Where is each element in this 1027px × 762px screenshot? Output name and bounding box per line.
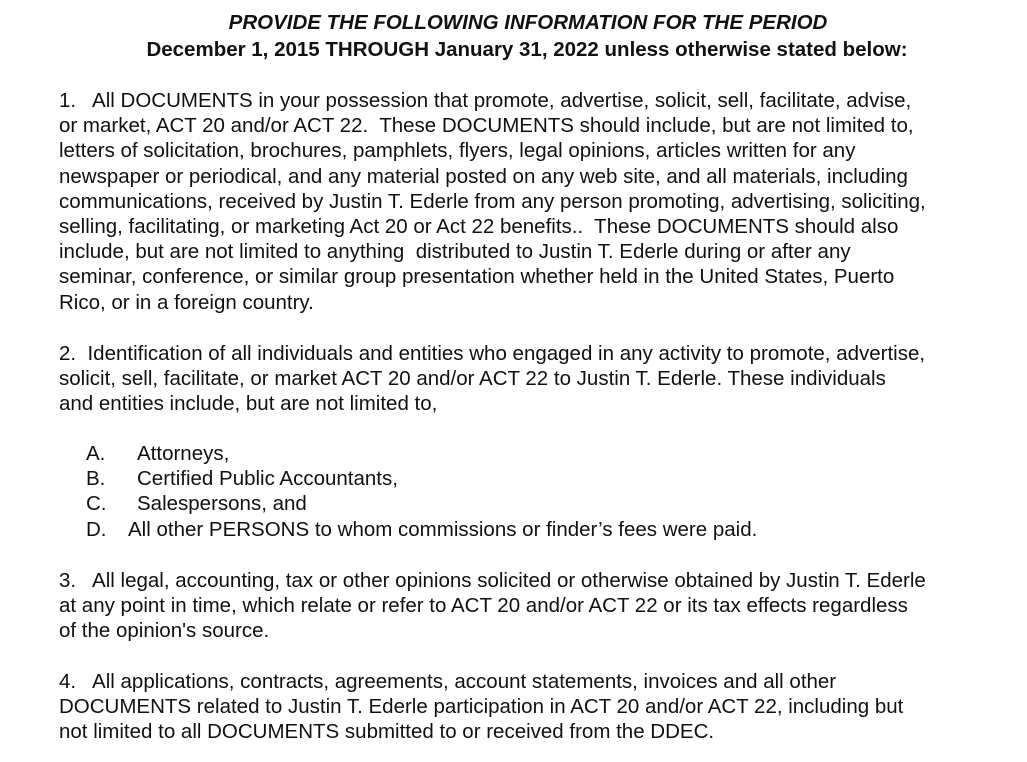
item-2-line: 2. Identification of all individuals and entities who engaged in any activity to promote, advertise, [59,342,926,365]
sublist-text: Certified Public Accountants, [137,467,398,491]
item-3-line: of the opinion's source. [59,619,270,643]
request-item-4 [59,669,999,745]
item-2-sublist [86,441,757,542]
sublist-text: Salespersons, and [137,492,307,516]
sublist-text: Attorneys, [137,442,230,465]
item-3-line: 3. All legal, accounting, tax or other opinions solicited or otherwise obtained by Justin T. Ederle [59,569,926,592]
item-1-line: include, but are not limited to anything distributed to Justin T. Ederle during or after any [59,240,851,264]
item-1-line: Rico, or in a foreign country. [59,290,314,314]
sublist-letter: A. [86,442,106,465]
sublist-item-b [86,466,757,491]
request-item-2 [59,341,999,417]
request-item-3 [59,568,999,644]
item-1-line: letters of solicitation, brochures, pamphlets, flyers, legal opinions, articles written for any [59,139,856,163]
item-1-line: newspaper or periodical, and any material posted on any web site, and all materials, including [59,164,908,188]
item-1-line: 1. All DOCUMENTS in your possession that promote, advertise, solicit, sell, facilitate, advise, [59,89,912,112]
item-1-line: communications, received by Justin T. Ederle from any person promoting, advertising, soliciting, [59,189,926,213]
item-1-line: seminar, conference, or similar group presentation whether held in the United States, Puerto [59,265,895,289]
item-2-line: and entities include, but are not limited to, [59,392,438,416]
item-1-line: or market, ACT 20 and/or ACT 22. These DOCUMENTS should include, but are not limited to, [59,114,914,138]
sublist-letter: C. [86,492,107,516]
sublist-item-c [86,491,757,516]
item-4-line: not limited to all DOCUMENTS submitted to or received from the DDEC. [59,720,715,744]
item-2-line: solicit, sell, facilitate, or market ACT 20 and/or ACT 22 to Justin T. Ederle. These individuals [59,367,886,391]
item-4-line: 4. All applications, contracts, agreements, account statements, invoices and all other [59,670,837,693]
item-4-line: DOCUMENTS related to Justin T. Ederle participation in ACT 20 and/or ACT 22, including but [59,695,904,719]
sublist-letter: D. [86,517,107,541]
header-period-title: PROVIDE THE FOLLOWING INFORMATION FOR THE PERIOD [228,11,828,34]
sublist-text: All other PERSONS to whom commissions or finder’s fees were paid. [128,517,758,541]
sublist-item-a [86,441,757,466]
sublist-item-d [86,517,757,542]
request-item-1 [59,88,999,315]
header-date-range: December 1, 2015 THROUGH January 31, 2022 unless otherwise stated below: [146,38,908,61]
item-3-line: at any point in time, which relate or refer to ACT 20 and/or ACT 22 or its tax effects regardless [59,594,908,618]
sublist-letter: B. [86,467,106,491]
item-1-line: selling, facilitating, or marketing Act 20 or Act 22 benefits.. These DOCUMENTS should also [59,215,899,239]
